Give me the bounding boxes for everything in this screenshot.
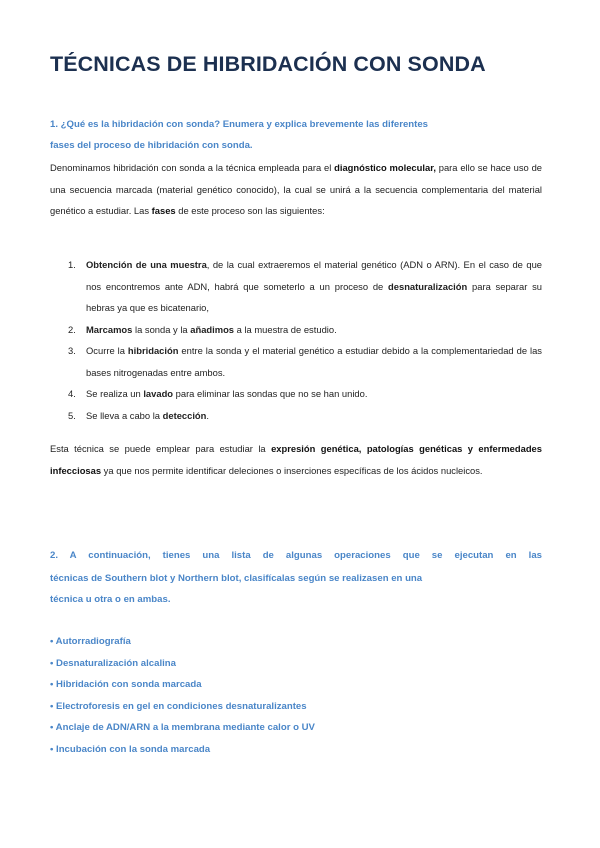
- step-number: 3.: [68, 345, 76, 356]
- question-2-line-3: técnica u otra o en ambas.: [50, 594, 171, 605]
- closing-paragraph: Esta técnica se puede emplear para estudiar la expresión genética, patologías genéticas y enfermedades infecciosas ya que nos permite identificar deleciones o inserciones específicas de los ácidos nucleicos.: [50, 443, 542, 476]
- step-number: 1.: [68, 259, 76, 270]
- question-1-line-1: 1. ¿Qué es la hibridación con sonda? Enumera y explica brevemente las diferentes: [50, 119, 429, 130]
- intro-paragraph: Denominamos hibridación con sonda a la técnica empleada para el diagnóstico molecular, para ello se hace uso de una secuencia marcada (material genético conocido), la cual se unirá a la secuencia complementaria del material genético a estudiar. Las fases de este proceso son las siguientes:: [50, 162, 542, 216]
- step-5: Se lleva a cabo la detección.: [86, 410, 209, 421]
- list-item: • Hibridación con sonda marcada: [50, 679, 202, 690]
- list-item: • Electroforesis en gel en condiciones desnaturalizantes: [50, 701, 307, 712]
- step-number: 5.: [68, 410, 76, 421]
- step-3: Ocurre la hibridación entre la sonda y el material genético a estudiar debido a la complementariedad de las bases nitrogenadas entre ambos.: [86, 345, 542, 378]
- step-number: 4.: [68, 388, 76, 399]
- page-title: TÉCNICAS DE HIBRIDACIÓN CON SONDA: [50, 52, 486, 76]
- question-1-line-2: fases del proceso de hibridación con sonda.: [50, 140, 253, 151]
- step-2: Marcamos la sonda y la añadimos a la muestra de estudio.: [86, 324, 337, 335]
- step-1: Obtención de una muestra, de la cual extraeremos el material genético (ADN o ARN). En el caso de que nos encontremos ante ADN, habrá que someterlo a un proceso de desnaturalización para separar su hebras ya que es bicatenario,: [86, 259, 542, 313]
- list-item: • Autorradiografía: [50, 636, 131, 647]
- step-number: 2.: [68, 324, 76, 335]
- step-4: Se realiza un lavado para eliminar las sondas que no se han unido.: [86, 388, 368, 399]
- list-item: • Desnaturalización alcalina: [50, 658, 176, 669]
- list-item: • Anclaje de ADN/ARN a la membrana mediante calor o UV: [50, 722, 315, 733]
- list-item: • Incubación con la sonda marcada: [50, 744, 211, 755]
- question-2-line-1: 2. A continuación, tienes una lista de algunas operaciones que se ejecutan en las: [50, 550, 542, 561]
- question-2-line-2: técnicas de Southern blot y Northern blot, clasifícalas según se realizasen en una: [50, 573, 423, 584]
